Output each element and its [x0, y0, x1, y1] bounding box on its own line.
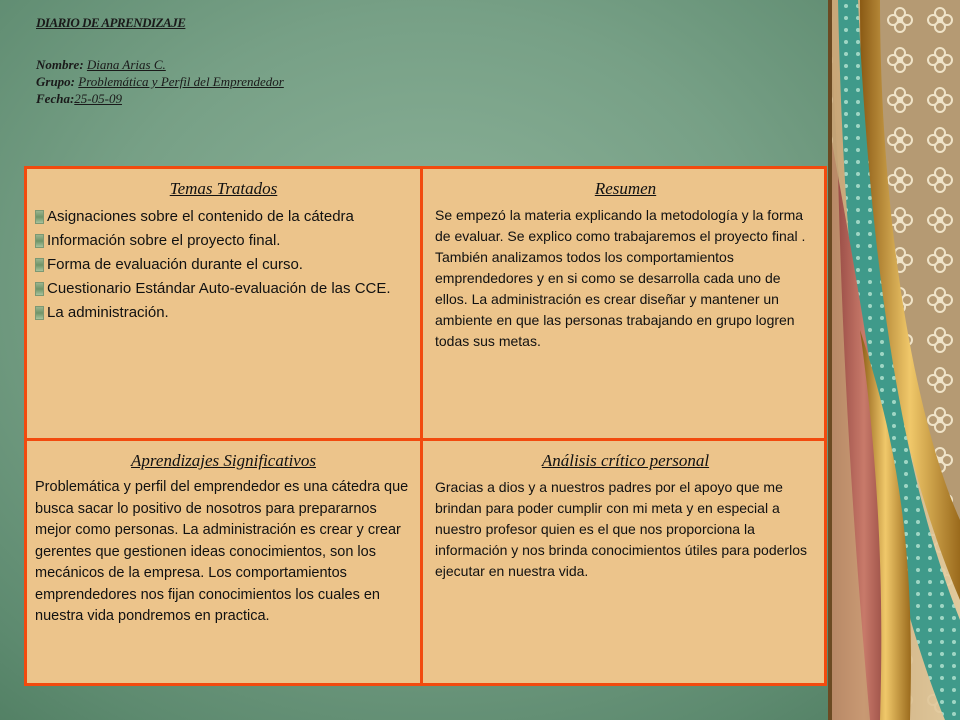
list-item-text: Cuestionario Estándar Auto-evaluación de las CCE. [47, 280, 391, 297]
list-item-text: Asignaciones sobre el contenido de la cátedra [47, 208, 354, 225]
diary-table [24, 166, 827, 686]
bullet-icon [35, 282, 44, 296]
bullet-icon [35, 306, 44, 320]
aprendizajes-heading: Aprendizajes Significativos [131, 451, 316, 470]
list-item [35, 277, 412, 301]
list-item [35, 301, 412, 325]
grupo-label: Grupo: [36, 74, 76, 89]
nombre-value: Diana Arias C. [86, 57, 166, 72]
temas-heading: Temas Tratados [169, 179, 278, 198]
bullet-icon [35, 234, 44, 248]
grupo-line [36, 73, 456, 90]
resumen-text: Se empezó la materia explicando la metodología y la forma de evaluar. Se explico como trabajaremos el proyecto final . También analizamos todos los comportamientos emprendedores y en si como se desarrolla cada uno de ellos. La administración es crear diseñar y mantener un ambiente en que las personas trabajando en grupo logren todas sus metas. [435, 207, 806, 349]
resumen-cell [423, 169, 824, 441]
aprendizajes-text: Problemática y perfil del emprendedor es una cátedra que busca sacar lo positivo de nosotros para prepararnos mejor como personas. La administración es crear y crear gerentes que gestionen ideas conocimientos, son los mecánicos de la empresa. Los comportamientos emprendedores nos fijan conocimientos los cuales en nuestra vida pondremos en practica. [35, 479, 409, 624]
list-item-text: Información sobre el proyecto final. [47, 232, 281, 249]
grupo-value: Problemática y Perfil del Emprendedor [78, 74, 284, 89]
list-item [35, 229, 412, 253]
aprendizajes-cell [27, 441, 423, 683]
fecha-line [36, 90, 456, 107]
diary-header [36, 14, 456, 107]
bullet-icon [35, 210, 44, 224]
list-item [35, 253, 412, 277]
analisis-cell [423, 441, 824, 683]
list-item-text: Forma de evaluación durante el curso. [47, 256, 303, 273]
list-item-text: La administración. [47, 304, 169, 321]
fecha-value: 25-05-09 [74, 91, 122, 106]
analisis-heading: Análisis crítico personal [541, 451, 710, 470]
fecha-label: Fecha: [36, 91, 75, 106]
nombre-label: Nombre: [36, 57, 84, 72]
resumen-heading: Resumen [594, 179, 657, 198]
analisis-text: Gracias a dios y a nuestros padres por el apoyo que me brindan para poder cumplir con mi meta y en especial a nuestro profesor quien es el que nos proporciona la información y nos brinda conocimientos útiles para poderlos ejecutar en nuestra vida. [435, 479, 807, 579]
nombre-line [36, 56, 456, 73]
list-item [35, 205, 412, 229]
temas-cell [27, 169, 423, 441]
bullet-icon [35, 258, 44, 272]
temas-list [35, 205, 412, 325]
diary-title: DIARIO DE APRENDIZAJE [36, 15, 186, 30]
